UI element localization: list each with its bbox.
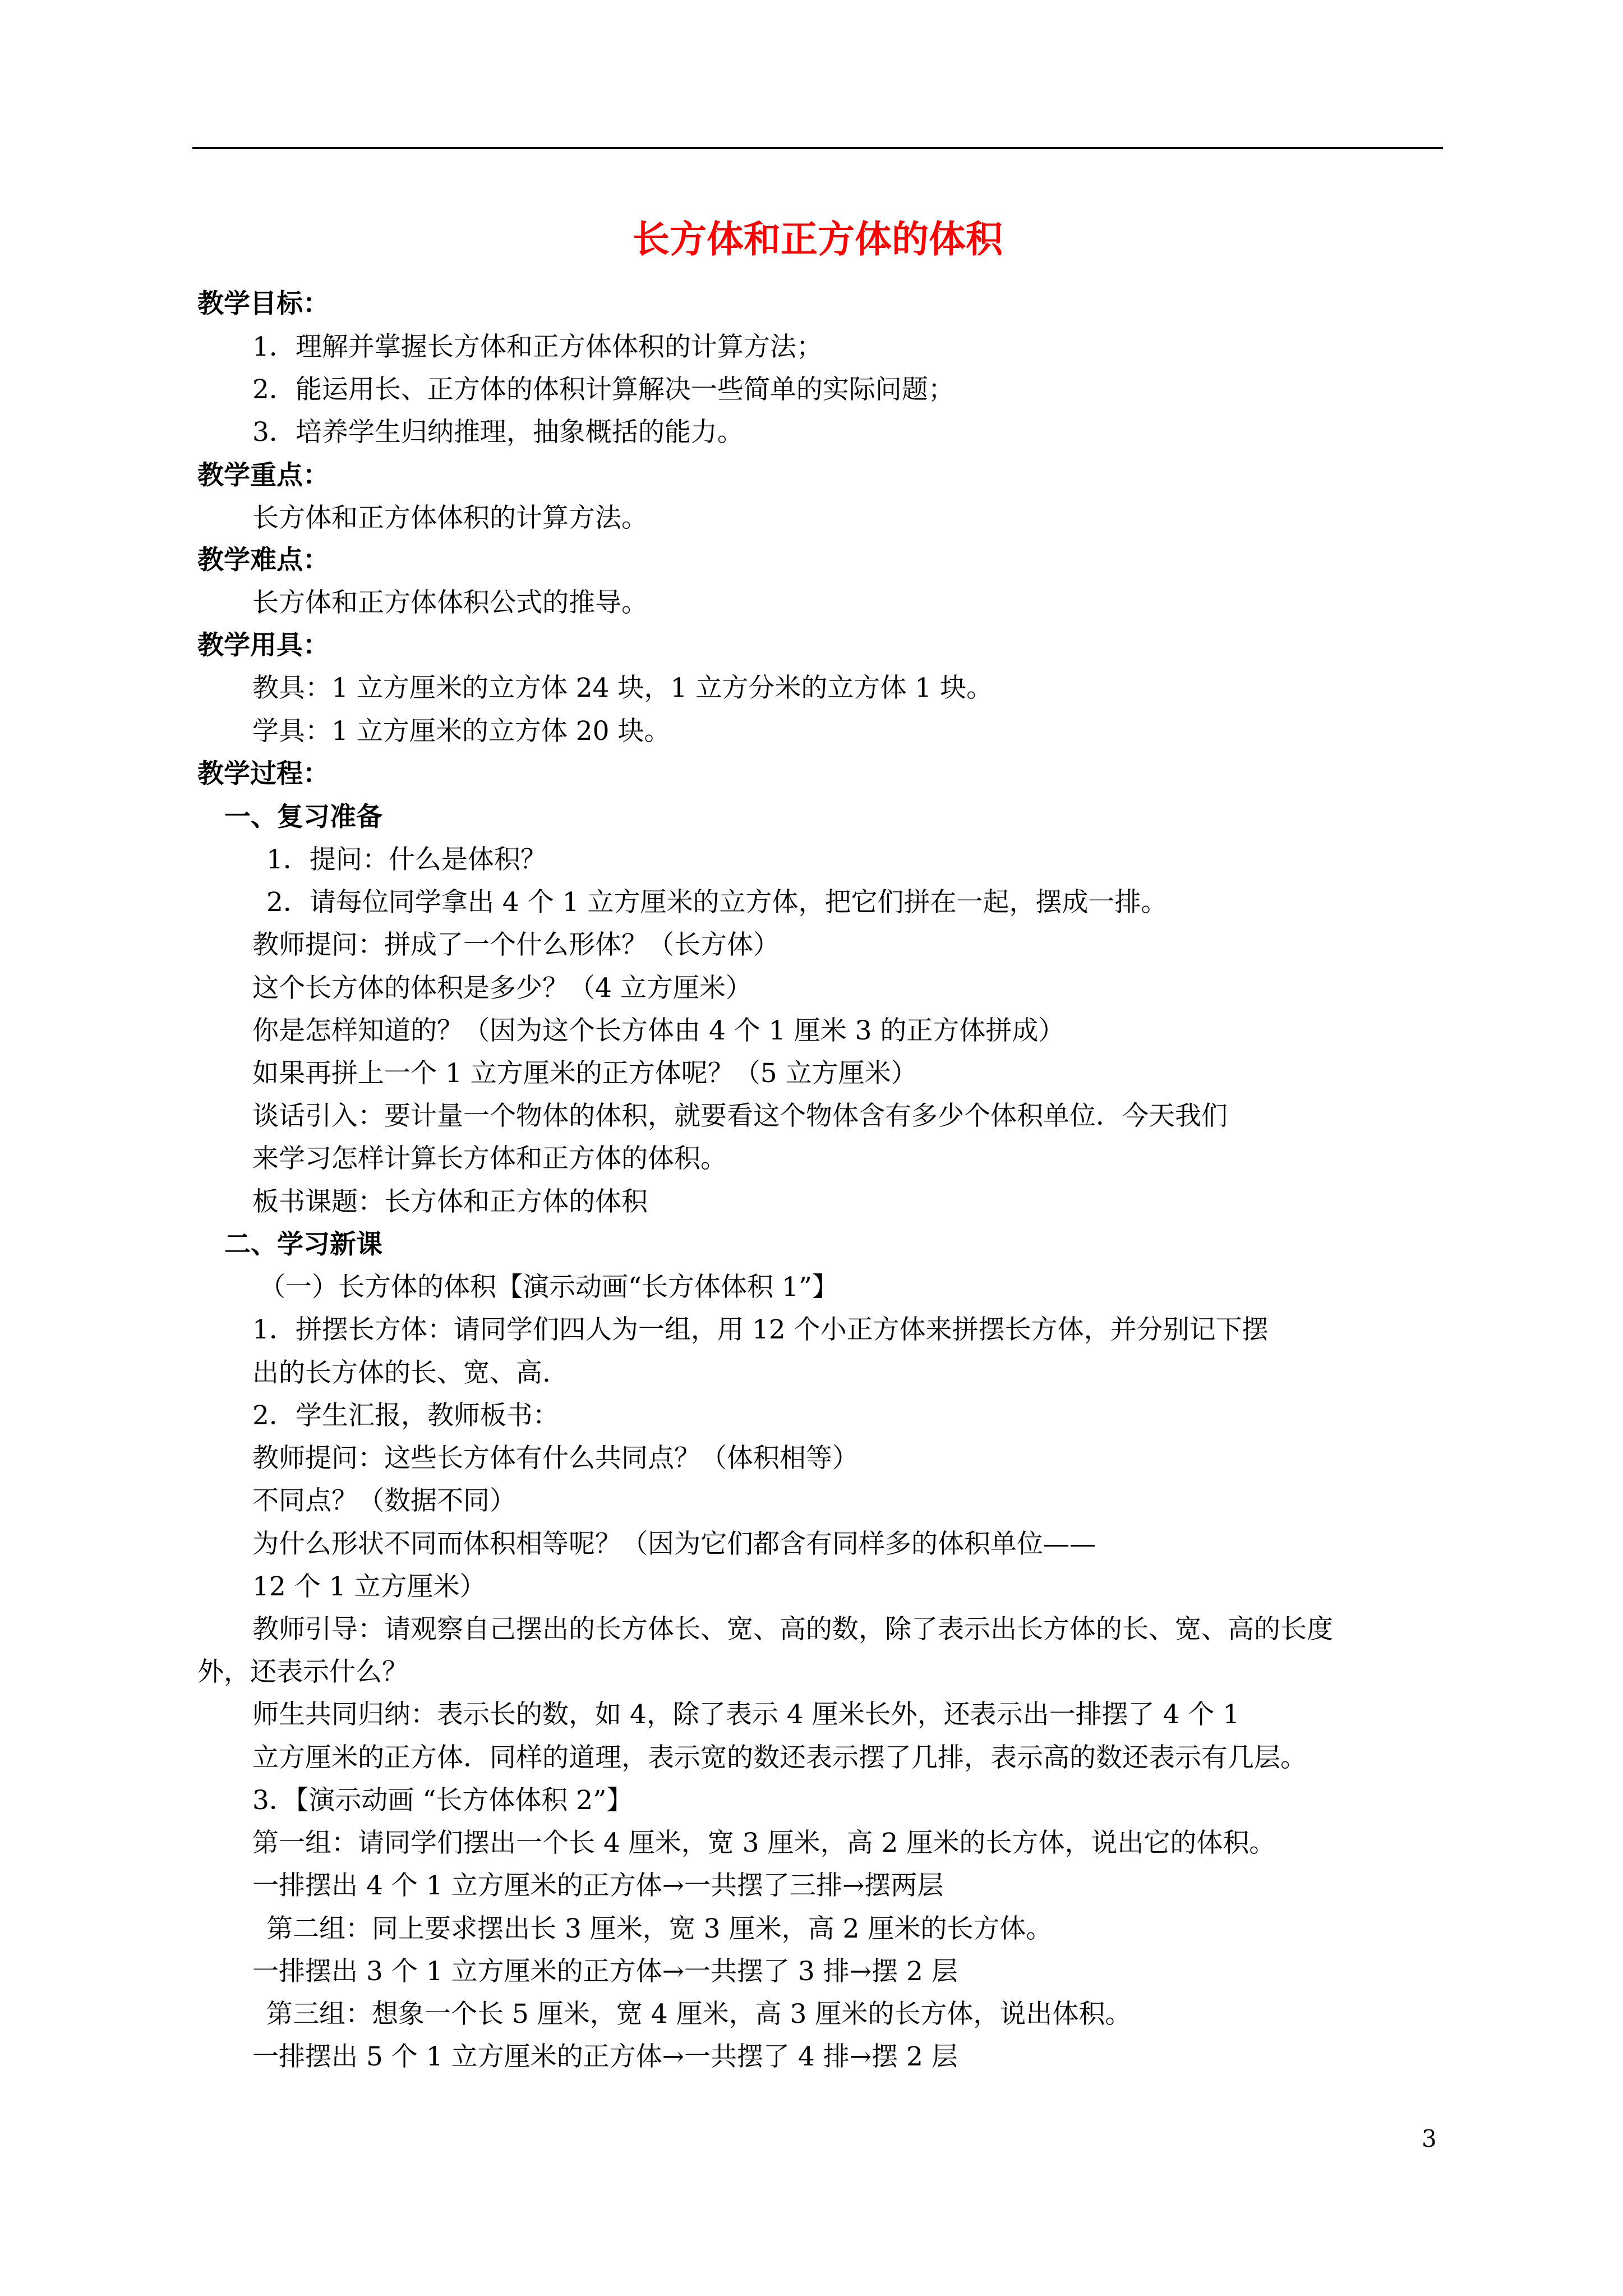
section2-line: 1．拼摆长方体：请同学们四人为一组，用 12 个小正方体来拼摆长方体，并分别记下摆 (252, 1314, 1269, 1345)
header-rule (192, 147, 1443, 149)
difficulty-text: 长方体和正方体体积公式的推导。 (252, 587, 648, 618)
section2-line: 3．【演示动画 “长方体体积 2”】 (252, 1785, 633, 1816)
section2-line: 12 个 1 立方厘米） (252, 1571, 486, 1602)
section1-line: 1．提问：什么是体积？ (266, 844, 547, 875)
section1-line: 2．请每位同学拿出 4 个 1 立方厘米的立方体，把它们拼在一起，摆成一排。 (266, 887, 1168, 918)
process-heading: 教学过程： (197, 758, 329, 789)
page-number: 3 (1422, 2125, 1437, 2152)
document-title: 长方体和正方体的体积 (633, 217, 1003, 261)
section1-line: 板书课题：长方体和正方体的体积 (252, 1186, 648, 1217)
section1-heading: 一、复习准备 (224, 802, 382, 832)
objective-item: 1．理解并掌握长方体和正方体体积的计算方法； (252, 332, 823, 362)
section2-line: 外，还表示什么？ (197, 1657, 408, 1687)
section2-line: 第二组：同上要求摆出长 3 厘米，宽 3 厘米，高 2 厘米的长方体。 (266, 1913, 1053, 1944)
section2-line: 一排摆出 4 个 1 立方厘米的正方体→一共摆了三排→摆两层 (252, 1870, 944, 1901)
section1-line: 教师提问：拼成了一个什么形体？（长方体） (252, 930, 780, 960)
section2-line: 为什么形状不同而体积相等呢？（因为它们都含有同样多的体积单位—— (252, 1529, 1096, 1559)
objective-item: 2．能运用长、正方体的体积计算解决一些简单的实际问题； (252, 374, 955, 405)
section2-line: 出的长方体的长、宽、高. (252, 1358, 551, 1388)
section2-line: 2．学生汇报，教师板书： (252, 1400, 559, 1431)
tools-teacher: 教具：1 立方厘米的立方体 24 块，1 立方分米的立方体 1 块。 (252, 673, 993, 703)
section1-line: 你是怎样知道的？（因为这个长方体由 4 个 1 厘米 3 的正方体拼成） (252, 1015, 1065, 1046)
section2-line: 师生共同归纳：表示长的数，如 4，除了表示 4 厘米长外，还表示出一排摆了 4 个 1 (252, 1699, 1240, 1730)
section2-line: 一排摆出 5 个 1 立方厘米的正方体→一共摆了 4 排→摆 2 层 (252, 2041, 958, 2072)
section2-line: 第三组：想象一个长 5 厘米，宽 4 厘米，高 3 厘米的长方体，说出体积。 (266, 1999, 1132, 2030)
section2-heading: 二、学习新课 (224, 1229, 382, 1260)
key-point-text: 长方体和正方体体积的计算方法。 (252, 503, 648, 533)
section1-line: 来学习怎样计算长方体和正方体的体积。 (252, 1143, 727, 1174)
section2-line: 第一组：请同学们摆出一个长 4 厘米，宽 3 厘米，高 2 厘米的长方体，说出它的体积。 (252, 1828, 1276, 1858)
section2-line: 一排摆出 3 个 1 立方厘米的正方体→一共摆了 3 排→摆 2 层 (252, 1956, 958, 1987)
section2-line: 教师引导：请观察自己摆出的长方体长、宽、高的数，除了表示出长方体的长、宽、高的长度 (252, 1614, 1333, 1645)
difficulty-heading: 教学难点： (197, 545, 329, 576)
key-point-heading: 教学重点： (197, 460, 329, 491)
tools-heading: 教学用具： (197, 630, 329, 661)
section2-line: 教师提问：这些长方体有什么共同点？（体积相等） (252, 1443, 859, 1474)
section2-line: （一）长方体的体积【演示动画“长方体体积 1”】 (259, 1272, 838, 1303)
section1-line: 这个长方体的体积是多少？（4 立方厘米） (252, 973, 752, 1004)
tools-student: 学具：1 立方厘米的立方体 20 块。 (252, 716, 671, 747)
section2-line: 立方厘米的正方体．同样的道理，表示宽的数还表示摆了几排，表示高的数还表示有几层。 (252, 1742, 1307, 1773)
section1-line: 如果再拼上一个 1 立方厘米的正方体呢？（5 立方厘米） (252, 1058, 917, 1089)
section1-line: 谈话引入：要计量一个物体的体积，就要看这个物体含有多少个体积单位．今天我们 (252, 1101, 1228, 1131)
objective-item: 3．培养学生归纳推理，抽象概括的能力。 (252, 417, 744, 448)
section2-line: 不同点？（数据不同） (252, 1485, 516, 1516)
objectives-heading: 教学目标： (197, 288, 329, 319)
